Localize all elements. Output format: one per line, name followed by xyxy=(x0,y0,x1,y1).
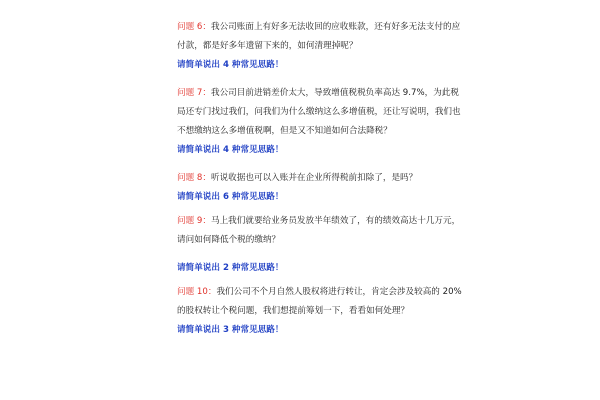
question-text xyxy=(177,169,577,188)
question-line: 我们公司不个月自然人股权将进行转让，肯定会涉及较高的 20% xyxy=(216,287,462,297)
question-label: 问题 8： xyxy=(177,173,211,183)
question-text xyxy=(177,283,577,302)
question-label: 问题 9： xyxy=(177,216,211,226)
question-line: 局还专门找过我们，问我们为什么缴纳这么多增值税，还让写说明，我们也 xyxy=(177,107,461,117)
question-text xyxy=(177,212,577,231)
question-label: 问题 10： xyxy=(177,287,217,297)
question-line: 我公司目前进销差价太大，导致增值税税负率高达 9.7%，为此税 xyxy=(210,88,459,98)
question-line: 付款，都是好多年遗留下来的，如何清理掉呢？ xyxy=(177,41,358,51)
question-10 xyxy=(177,283,577,340)
answer-prompt: 请简单说出 4 种常见思路！ xyxy=(177,60,284,70)
question-9 xyxy=(177,212,577,278)
question-text xyxy=(177,231,577,250)
question-text xyxy=(177,302,577,321)
answer-prompt: 请简单说出 2 种常见思路！ xyxy=(177,263,284,273)
answer-prompt: 请简单说出 3 种常见思路！ xyxy=(177,325,284,335)
question-label: 问题 6： xyxy=(177,22,211,32)
question-text xyxy=(177,103,577,122)
question-line: 请问如何降低个税的缴纳？ xyxy=(177,235,281,245)
question-line: 马上我们就要给业务员发放半年绩效了，有的绩效高达十几万元， xyxy=(210,216,461,226)
answer-prompt: 请简单说出 4 种常见思路！ xyxy=(177,145,284,155)
question-line: 不想缴纳这么多增值税啊，但是又不知道如何合法降税？ xyxy=(177,126,392,136)
question-line: 听说收据也可以入账并在企业所得税前扣除了，是吗？ xyxy=(210,173,418,183)
question-6 xyxy=(177,18,577,75)
question-text xyxy=(177,84,577,103)
document-body xyxy=(177,18,577,340)
question-text xyxy=(177,37,577,56)
question-line: 的股权转让个税问题，我们想提前筹划一下，看看如何处理？ xyxy=(177,306,410,316)
question-line: 我公司账面上有好多无法收回的应收账款，还有好多无法支付的应 xyxy=(210,22,461,32)
question-8 xyxy=(177,169,577,207)
question-7 xyxy=(177,84,577,160)
question-label: 问题 7： xyxy=(177,88,211,98)
question-text xyxy=(177,122,577,141)
answer-prompt: 请简单说出 6 种常见思路！ xyxy=(177,192,284,202)
question-text xyxy=(177,18,577,37)
